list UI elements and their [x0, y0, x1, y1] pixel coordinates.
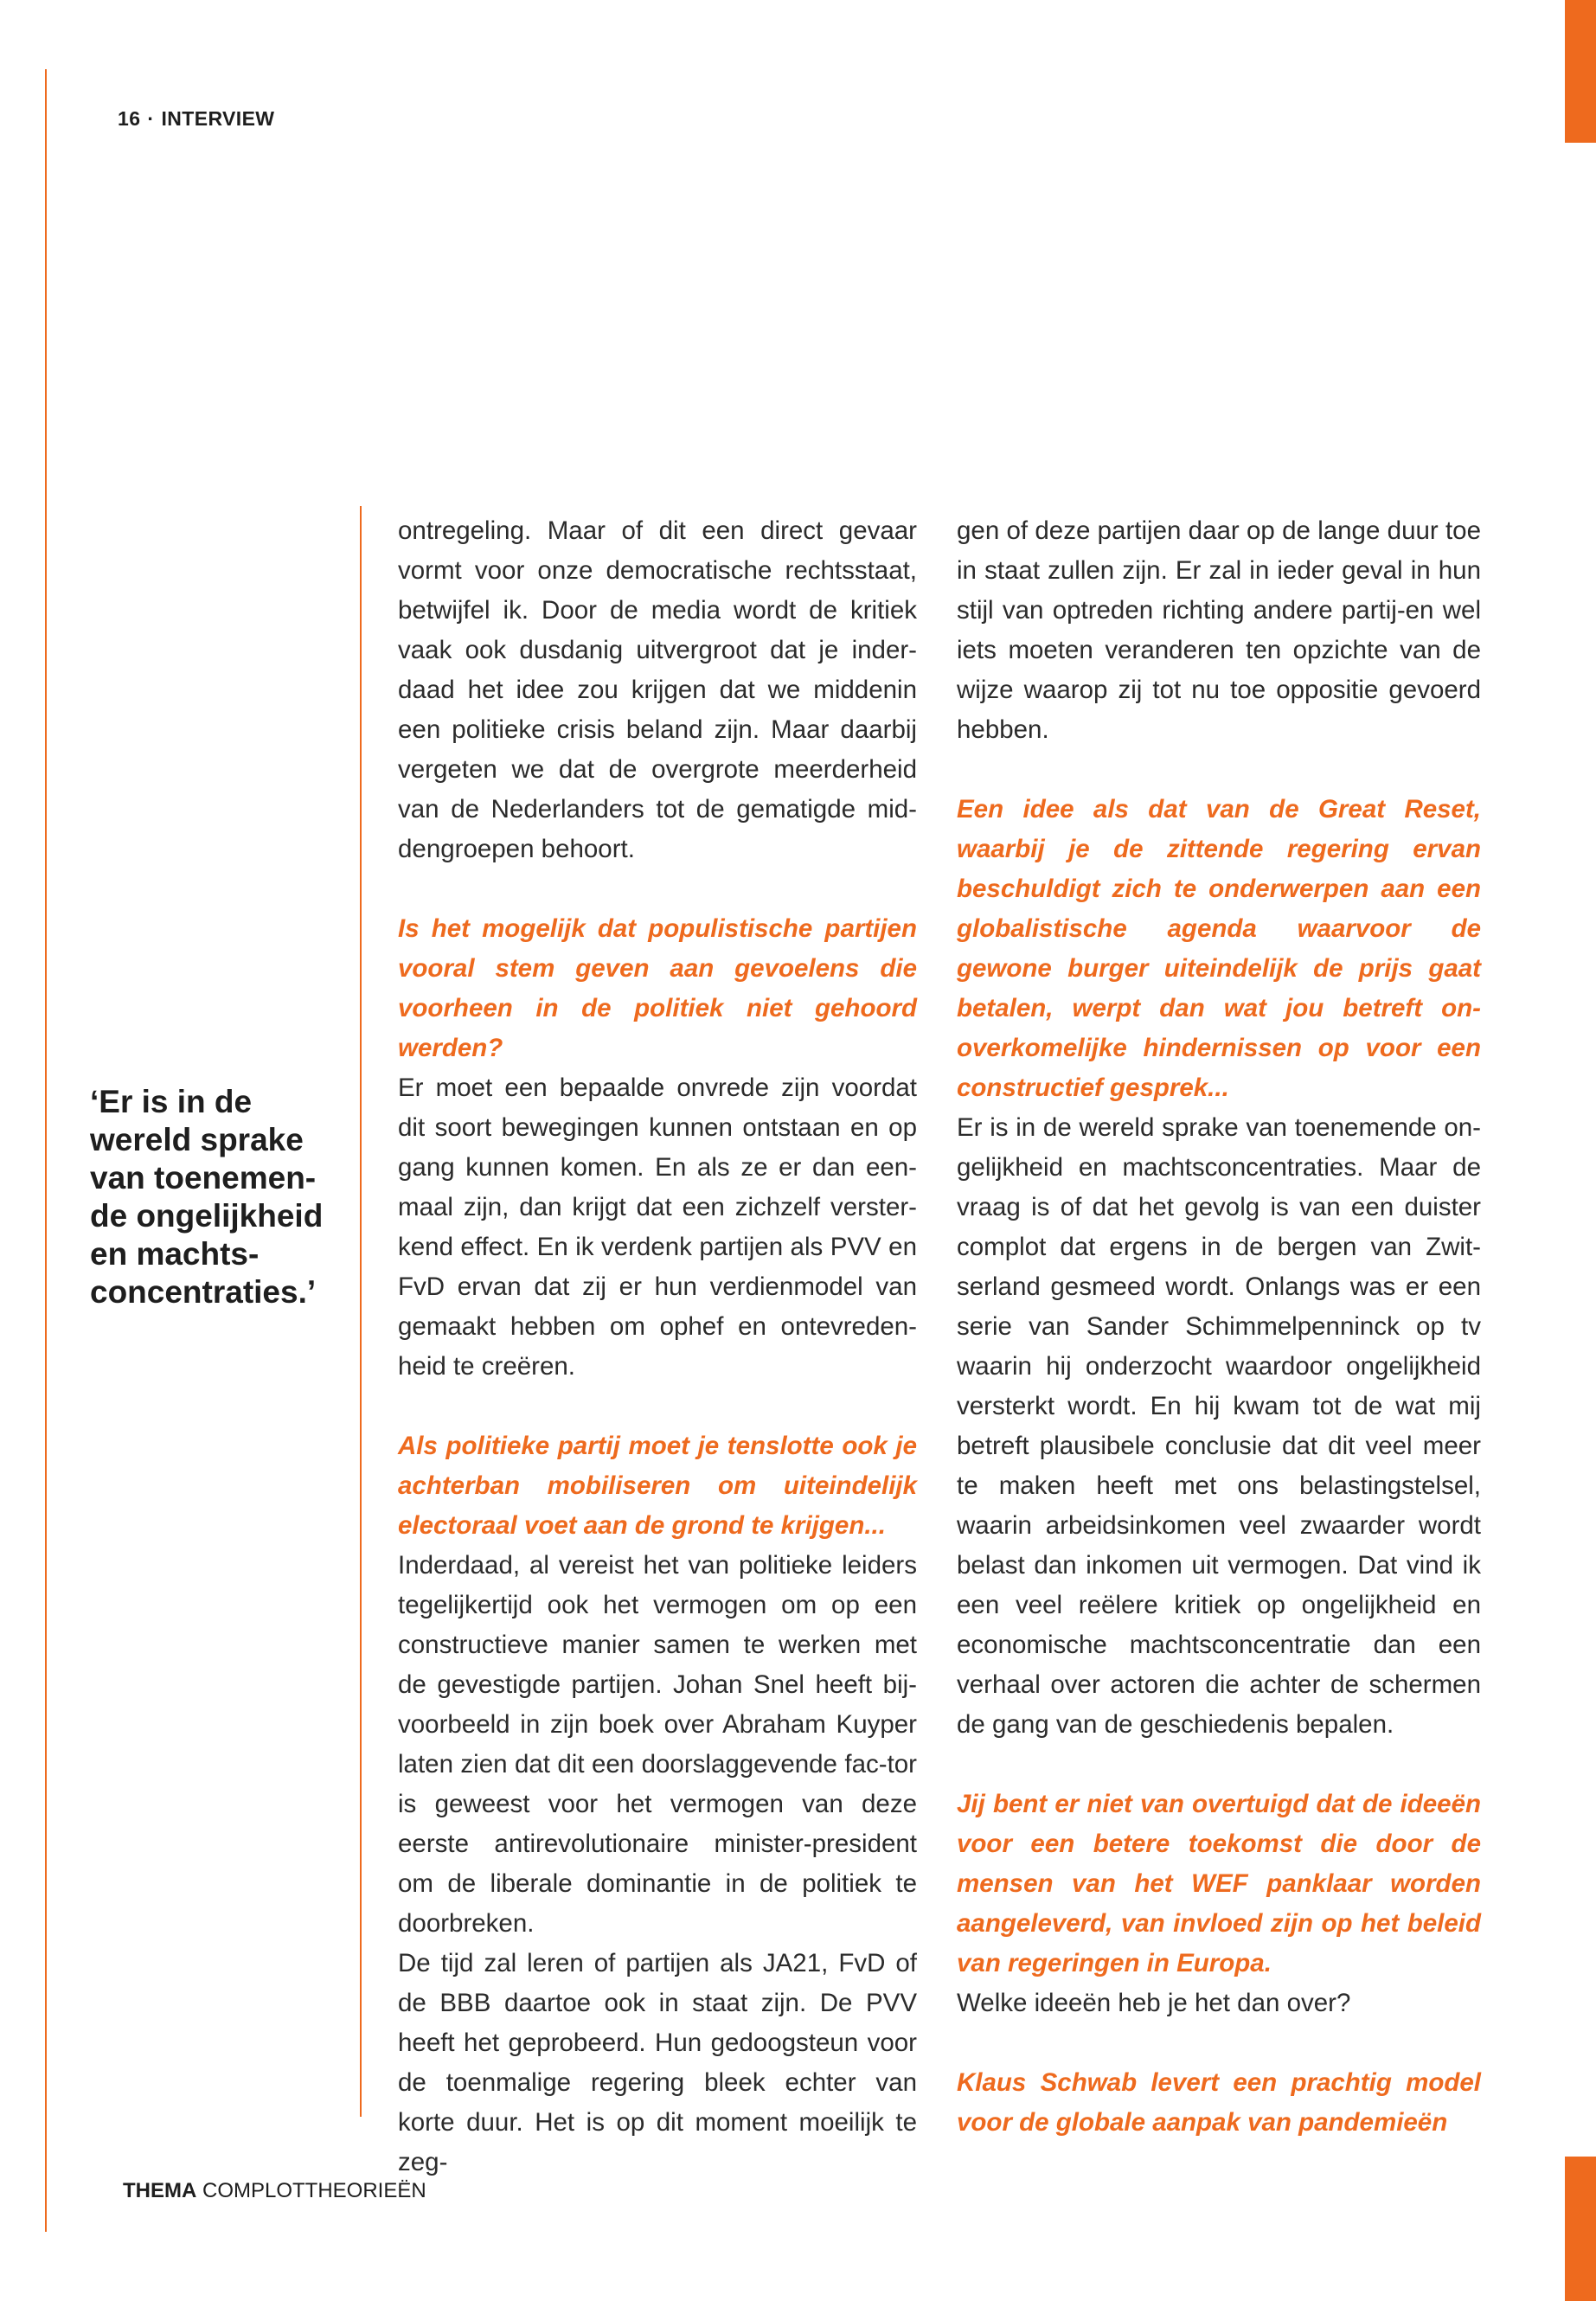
paragraph: Er moet een bepaalde onvrede zijn voordat dit soort bewegingen kunnen ontstaan en op gang kunnen komen. En als ze er dan een-maal zijn, dan krijgt dat een zichzelf verster-kend effect. En ik verdenk partijen als PVV en FvD ervan dat zij er hun verdienmodel van gemaakt hebben om ophef en ontevreden-heid te creëren.	[398, 1074, 917, 1381]
column-rule	[360, 506, 362, 2117]
section-label: INTERVIEW	[161, 107, 275, 130]
paragraph: Inderdaad, al vereist het van politieke leiders tegelijkertijd ook het vermogen om op een constructieve manier samen te werken met de gevestigde partijen. Johan Snel heeft bij-voorbeeld in zijn boek over Abraham Kuyper laten zien dat dit een doorslaggevende fac-tor is geweest voor het vermogen van deze eerste antirevolutionaire minister-president om de liberale dominantie in de politiek te doorbreken.	[398, 1551, 917, 1938]
interview-question: Klaus Schwab levert een prachtig model voor de globale aanpak van pandemieën	[957, 2068, 1481, 2137]
page-number: 16	[118, 107, 141, 130]
paragraph: Er is in de wereld sprake van toenemende on-gelijkheid en machtsconcentraties. Maar de vraag is of dat het gevolg is van een duister complot dat ergens in de bergen van Zwit-serland gesmeed wordt. Onlangs was er een serie van Sander Schimmelpenninck op tv waarin hij onderzocht waardoor ongelijkheid versterkt wordt. En hij kwam tot de wat mij betreft plausibele conclusie dat dit veel meer te maken heeft met ons belastingstelsel, waarin arbeidsinkomen veel zwaarder wordt belast dan inkomen uit vermogen. Dat vind ik een veel reëlere kritiek op ongelijkheid en economische machtsconcentratie dan een verhaal over actoren die achter de schermen de gang van de geschiedenis bepalen.	[957, 1113, 1481, 1739]
paragraph: Welke ideeën heb je het dan over?	[957, 1989, 1351, 2017]
interview-question: Een idee als dat van de Great Reset, waarbij je de zittende regering ervan beschuldigt zich te onderwerpen aan een globalistische agenda waarvoor de gewone burger uiteindelijk de prijs gaat betalen, werpt dan wat jou betreft on-overkomelijke hindernissen op voor een constructief gesprek...	[957, 795, 1481, 1102]
page-tab-top	[1565, 0, 1596, 143]
interview-question: Jij bent er niet van overtuigd dat de ideeën voor een betere toekomst die door de mensen van het WEF panklaar worden aangeleverd, van invloed zijn op het beleid van regeringen in Europa.	[957, 1790, 1481, 1977]
page-tab-bottom	[1565, 2157, 1596, 2301]
interview-question: Als politieke partij moet je tenslotte ook je achterban mobiliseren om uiteindelijk electoraal voet aan de grond te krijgen...	[398, 1432, 917, 1540]
paragraph: De tijd zal leren of partijen als JA21, FvD of de BBB daartoe ook in staat zijn. De PVV heeft het geprobeerd. Hun gedoogsteun voor de toenmalige regering bleek echter van korte duur. Het is op dit moment moeilijk te zeg-	[398, 1949, 917, 2176]
running-footer	[123, 2179, 426, 2203]
margin-rule	[45, 69, 47, 2232]
paragraph: ontregeling. Maar of dit een direct gevaar vormt voor onze democratische rechtsstaat, betwijfel ik. Door de media wordt de kritiek vaak ook dusdanig uitvergroot dat je inder-daad het idee zou krijgen dat we middenin een politieke crisis beland zijn. Maar daarbij vergeten we dat de overgrote meerderheid van de Nederlanders tot de gematigde mid-dengroepen behoort.	[398, 516, 917, 863]
magazine-name: THEMA	[123, 2179, 197, 2202]
header-separator: ·	[147, 107, 155, 130]
running-header	[118, 107, 274, 131]
interview-question: Is het mogelijk dat populistische partijen vooral stem geven aan gevoelens die voorheen in de politiek niet gehoord werden?	[398, 914, 917, 1062]
text-column-2	[957, 511, 1481, 2143]
pull-quote: ‘Er is in de wereld sprake van toenemen-de ongelijkheid en machts-concentraties.’	[90, 1084, 324, 1310]
text-column-1	[398, 511, 917, 2182]
theme-label: COMPLOTTHEORIEËN	[202, 2179, 426, 2202]
paragraph: gen of deze partijen daar op de lange duur toe in staat zullen zijn. Er zal in ieder geval in hun stijl van optreden richting andere partij-en wel iets moeten veranderen ten opzichte van de wijze waarop zij tot nu toe oppositie gevoerd hebben.	[957, 516, 1481, 744]
